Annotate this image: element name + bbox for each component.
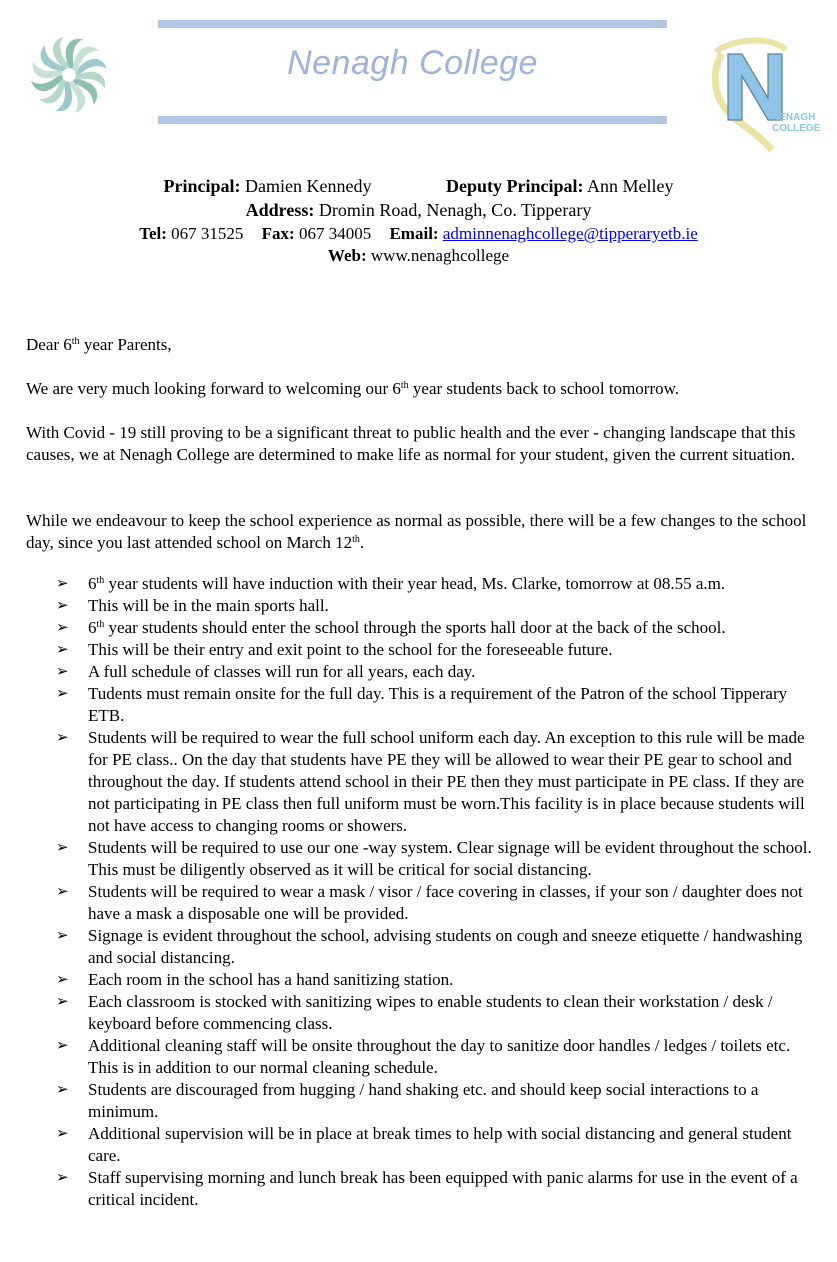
list-item-text: Each classroom is stocked with sanitizing wipes to enable students to clean their workstation / desk / keyboard before commencing class. [88, 992, 773, 1033]
paragraph-3: While we endeavour to keep the school experience as normal as possible, there will be a few changes to the school day, since you last attended school on March 12th. [26, 511, 807, 552]
list-item [0, 639, 837, 661]
list-item-text: Additional cleaning staff will be onsite throughout the day to sanitize door handles / ledges / toilets etc. This is in addition to our normal cleaning schedule. [88, 1036, 791, 1077]
arrowhead-bullet-icon: ➢ [56, 1038, 69, 1054]
list-item [0, 925, 837, 969]
list-item [0, 661, 837, 683]
deputy-name: Ann Melley [587, 176, 674, 196]
arrowhead-bullet-icon: ➢ [56, 686, 69, 702]
tel-value: 067 31525 [171, 224, 244, 243]
web-line [0, 245, 837, 267]
paragraph-1: We are very much looking forward to welcoming our 6th year students back to school tomorrow. [26, 379, 680, 398]
list-item-text: year students will have induction with their year head, Ms. Clarke, tomorrow at 08.55 a.m. [104, 574, 726, 593]
list-item [0, 991, 837, 1035]
fax-value: 067 34005 [298, 224, 372, 243]
list-item: ➢ 6th year students should enter the school through the sports hall door at the back of the school. [56, 618, 726, 637]
pinwheel-logo-icon [28, 32, 110, 118]
list-item [0, 1035, 837, 1079]
email-link[interactable]: adminnenaghcollege@tipperaryetb.ie [442, 224, 698, 243]
list-item: ➢ 6th year students will have induction with their year head, Ms. Clarke, tomorrow at 08.55 a.m. [56, 574, 726, 593]
paragraph-2: With Covid - 19 still proving to be a significant threat to public health and the ever - changing landscape that this causes, we at Nenagh College are determined to make life as normal for your student, given the current situation. [26, 423, 796, 464]
list-item-text: year students should enter the school through the sports hall door at the back of the school. [104, 618, 726, 637]
arrowhead-bullet-icon: ➢ [56, 598, 69, 614]
address-line [0, 199, 837, 221]
principal-name: Damien Kennedy [245, 176, 372, 196]
address-label: Address: [245, 200, 315, 220]
arrowhead-bullet-icon: ➢ [56, 884, 69, 900]
email-label: Email: [389, 224, 439, 243]
arrowhead-bullet-icon: ➢ [56, 1126, 69, 1142]
greeting: Dear 6th year Parents, [26, 335, 172, 354]
arrowhead-bullet-icon: ➢ [56, 664, 69, 680]
web-label: Web: [327, 246, 367, 265]
list-item [0, 595, 837, 617]
list-item-text: Additional supervision will be in place at break times to help with social distancing and general student care. [88, 1124, 792, 1165]
principal-label: Principal: [163, 176, 241, 196]
list-item [0, 1167, 837, 1211]
fax-label: Fax: [261, 224, 295, 243]
nenagh-crest-logo-icon [702, 34, 821, 152]
web-value: www.nenaghcollege [370, 246, 510, 265]
list-item [0, 1079, 837, 1123]
list-item-text: Students will be required to wear the full school uniform each day. An exception to this rule will be made for PE class.. On the day that students have PE they will be allowed to wear their PE gear to school and throughout the day. If students attend school in their PE then they must participate in PE class. If they are not participating in PE class then full uniform must be worn.This facility is in place because students will not have access to changing rooms or showers. [88, 728, 805, 835]
list-item-text: Students will be required to wear a mask / visor / face covering in classes, if your son / daughter does not have a mask a disposable one will be provided. [88, 882, 803, 923]
list-item-text: Students will be required to use our one -way system. Clear signage will be evident throughout the school. This must be diligently observed as it will be critical for social distancing. [88, 838, 812, 879]
deputy-label: Deputy Principal: [445, 176, 584, 196]
logo-line2: COLLEGE [772, 123, 821, 134]
list-item-text: Staff supervising morning and lunch break has been equipped with panic alarms for use in the event of a critical incident. [88, 1168, 798, 1209]
list-item-text: Students are discouraged from hugging / hand shaking etc. and should keep social interactions to a minimum. [88, 1080, 759, 1121]
list-item [0, 683, 837, 727]
college-title: Nenagh College [287, 44, 538, 82]
list-item-text: This will be their entry and exit point to the school for the foreseeable future. [88, 640, 613, 659]
principal-line [0, 175, 837, 197]
arrowhead-bullet-icon: ➢ [56, 576, 69, 592]
address-value: Dromin Road, Nenagh, Co. Tipperary [318, 200, 592, 220]
logo-line1: NENAGH [772, 112, 816, 123]
list-item [0, 1123, 837, 1167]
arrowhead-bullet-icon: ➢ [56, 994, 69, 1010]
list-item-text: Tudents must remain onsite for the full day. This is a requirement of the Patron of the school Tipperary ETB. [88, 684, 788, 725]
list-item [0, 837, 837, 881]
measures-list [0, 573, 837, 1211]
arrowhead-bullet-icon: ➢ [56, 730, 69, 746]
contact-line [0, 223, 837, 245]
arrowhead-bullet-icon: ➢ [56, 1082, 69, 1098]
arrowhead-bullet-icon: ➢ [56, 1170, 69, 1186]
arrowhead-bullet-icon: ➢ [56, 620, 69, 636]
arrowhead-bullet-icon: ➢ [56, 642, 69, 658]
list-item [0, 969, 837, 991]
list-item-text: A full schedule of classes will run for all years, each day. [88, 662, 476, 681]
list-item-text: Signage is evident throughout the school, advising students on cough and sneeze etiquette / handwashing and social distancing. [88, 926, 803, 967]
list-item-text: This will be in the main sports hall. [88, 596, 329, 615]
title-top-bar [158, 20, 667, 28]
tel-label: Tel: [139, 224, 167, 243]
list-item [0, 881, 837, 925]
arrowhead-bullet-icon: ➢ [56, 928, 69, 944]
list-item [0, 727, 837, 837]
title-bottom-bar [158, 116, 667, 124]
list-item-text: Each room in the school has a hand sanitizing station. [88, 970, 454, 989]
arrowhead-bullet-icon: ➢ [56, 840, 69, 856]
arrowhead-bullet-icon: ➢ [56, 972, 69, 988]
